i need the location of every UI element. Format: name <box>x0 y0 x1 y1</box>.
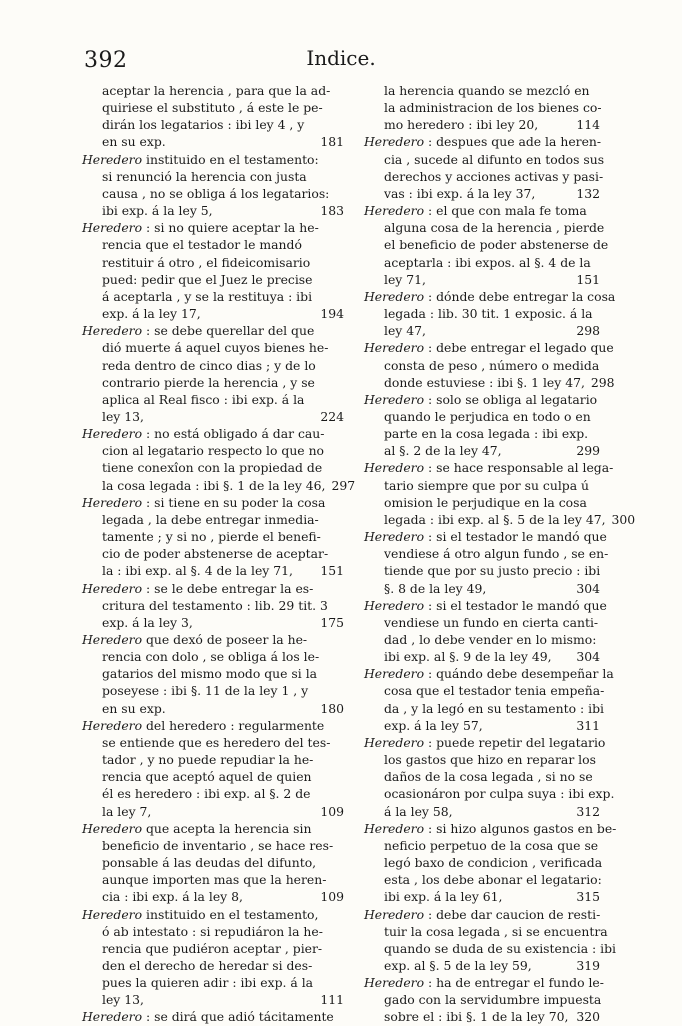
entry-page-ref: 312 <box>576 803 600 819</box>
entry-line <box>82 940 344 957</box>
entry-text: tador , y no puede repudiar la he- <box>102 752 314 768</box>
entry-text: : debe dar caucion de resti- <box>428 906 601 922</box>
entry-text: del heredero : regularmente <box>146 717 325 733</box>
entry-page-ref: 315 <box>576 889 600 905</box>
entry-line <box>82 425 344 442</box>
entry-text: ley 13, <box>102 992 144 1008</box>
entry-text: : el que con mala fe toma <box>428 203 587 219</box>
entry-text: ó ab intestato : si repudiáron la he- <box>102 923 323 939</box>
entry-headword: Heredero <box>364 975 425 991</box>
entry-line <box>82 151 344 168</box>
index-entry <box>364 459 636 528</box>
index-entry <box>364 391 600 460</box>
entry-line <box>82 408 344 425</box>
entry-line <box>82 288 344 305</box>
index-entry <box>364 288 616 339</box>
entry-line <box>82 357 344 374</box>
entry-page-ref: 109 <box>320 889 344 905</box>
entry-line <box>364 648 600 665</box>
entry-text: se entiende que es heredero del tes- <box>102 734 331 750</box>
entry-text: en su exp. <box>102 134 166 150</box>
entry-text: instituido en el testamento: <box>146 151 319 167</box>
entry-line <box>364 768 600 785</box>
entry-line <box>364 82 600 99</box>
entry-text: legada : lib. 30 tit. 1 exposic. á la <box>384 306 593 322</box>
entry-line <box>364 700 604 717</box>
entry-text: : dónde debe entregar la cosa <box>428 288 616 304</box>
entry-headword: Heredero <box>82 1009 143 1025</box>
entry-headword: Heredero <box>364 666 425 682</box>
entry-text: contrario pierde la herencia , y se <box>102 374 315 390</box>
entry-line <box>364 168 604 185</box>
entry-line <box>364 425 600 442</box>
entry-text: : debe entregar el legado que <box>428 340 614 356</box>
entry-headword: Heredero <box>82 220 143 236</box>
entry-text: tiende que por su justo precio : ibi <box>384 563 601 579</box>
entry-line <box>82 751 344 768</box>
entry-text: alguna cosa de la herencia , pierde <box>384 220 605 236</box>
index-entry <box>364 974 604 1025</box>
entry-line <box>82 974 344 991</box>
entry-text: omision le perjudique en la cosa <box>384 494 587 510</box>
entry-text: exp. á la ley 3, <box>102 614 193 630</box>
entry-text: sobre el : ibi §. 1 de la ley 70, <box>384 1009 569 1025</box>
entry-line <box>364 271 600 288</box>
index-entry <box>364 820 617 906</box>
entry-headword: Heredero <box>364 529 425 545</box>
entry-text: : si el testador le mandó que <box>428 529 607 545</box>
entry-text: beneficio de inventario , se hace res- <box>102 837 334 853</box>
entry-line <box>82 477 356 494</box>
entry-text: instituido en el testamento, <box>146 906 319 922</box>
entry-text: cia : ibi exp. á la ley 8, <box>102 889 243 905</box>
entry-page-ref: 151 <box>576 271 600 287</box>
entry-line <box>364 511 636 528</box>
entry-line <box>82 185 344 202</box>
entry-line <box>364 562 600 579</box>
entry-line <box>82 305 344 322</box>
entry-line <box>82 871 344 888</box>
entry-page-ref: 319 <box>576 957 600 973</box>
entry-text: gado con la servidumbre impuesta <box>384 992 602 1008</box>
entry-headword: Heredero <box>82 820 143 836</box>
entry-line <box>82 545 344 562</box>
entry-headword: Heredero <box>364 134 425 150</box>
entry-text: den el derecho de heredar si des- <box>102 957 313 973</box>
entry-text: cio de poder abstenerse de aceptar- <box>102 546 329 562</box>
entry-text: el beneficio de poder abstenerse de <box>384 237 609 253</box>
entry-text: dad , lo debe vender en lo mismo: <box>384 632 597 647</box>
entry-text: critura del testamento : lib. 29 tit. 3 <box>102 597 328 613</box>
entry-text: da , y la legó en su testamento : ibi <box>384 700 604 716</box>
index-entry <box>364 82 600 133</box>
entry-text: quiriese el substituto , á este le pe- <box>102 100 323 116</box>
entry-line <box>82 580 344 597</box>
entry-line <box>82 236 344 253</box>
entry-page-ref: 300 <box>611 511 636 527</box>
entry-page-ref: 298 <box>590 374 615 390</box>
entry-line <box>82 785 344 802</box>
entry-text: : se debe querellar del que <box>146 323 315 339</box>
entry-line <box>364 254 600 271</box>
entry-line <box>82 888 344 905</box>
entry-text: vas : ibi exp. á la ley 37, <box>384 185 536 201</box>
entry-line <box>364 888 600 905</box>
entry-headword: Heredero <box>364 203 425 219</box>
entry-text: parte en la cosa legada : ibi exp. <box>384 426 589 442</box>
entry-line <box>364 906 600 923</box>
entry-text: legada : ibi exp. al §. 5 de la ley 47, <box>384 511 606 527</box>
index-entry <box>364 528 609 597</box>
entry-headword: Heredero <box>82 717 143 733</box>
entry-line <box>82 682 344 699</box>
entry-line <box>82 803 344 820</box>
entry-text: restituir á otro , el fideicomisario <box>102 254 311 270</box>
entry-line <box>82 734 344 751</box>
entry-line <box>82 768 344 785</box>
entry-line <box>364 871 600 888</box>
entry-line <box>82 820 344 837</box>
entry-line <box>364 665 614 682</box>
index-entry <box>82 906 344 1009</box>
entry-text: consta de peso , número o medida <box>384 357 600 373</box>
entry-line <box>364 116 600 133</box>
running-head-title: Indice. <box>306 46 376 70</box>
entry-text: aunque importen mas que la heren- <box>102 872 327 888</box>
entry-line <box>82 597 344 614</box>
entry-text: ocasionáron por culpa suya : ibi exp. <box>384 786 615 802</box>
entry-text: ibi exp. á la ley 61, <box>384 889 503 905</box>
entry-line <box>82 528 344 545</box>
entry-text: rencia que aceptó aquel de quien <box>102 769 312 785</box>
entry-text: aceptarla : ibi expos. al §. 4 de la <box>384 254 591 270</box>
entry-page-ref: 132 <box>576 185 600 201</box>
entry-line <box>82 494 344 511</box>
entry-page-ref: 151 <box>320 563 344 579</box>
index-column-right <box>364 82 636 1026</box>
index-entry <box>364 734 615 820</box>
entry-line <box>364 974 604 991</box>
entry-headword: Heredero <box>364 391 425 407</box>
entry-text: : se hace responsable al lega- <box>428 460 614 476</box>
entry-page-ref: 297 <box>331 477 356 493</box>
entry-page-ref: 194 <box>320 306 344 322</box>
entry-line <box>364 459 614 476</box>
entry-line <box>364 957 600 974</box>
entry-headword: Heredero <box>364 906 425 922</box>
entry-line <box>364 785 615 802</box>
page-number: 392 <box>84 48 128 73</box>
entry-text: exp. á la ley 17, <box>102 306 201 322</box>
entry-page-ref: 180 <box>320 700 344 716</box>
entry-line <box>82 665 344 682</box>
entry-text: legada , la debe entregar inmedia- <box>102 511 319 527</box>
entry-text: la ley 7, <box>102 803 152 819</box>
entry-text: la administracion de los bienes co- <box>384 100 602 116</box>
entry-line <box>364 391 600 408</box>
entry-line <box>364 305 600 322</box>
entry-text: pued: pedir que el Juez le precise <box>102 271 313 287</box>
index-entry <box>82 425 356 494</box>
entry-page-ref: 111 <box>320 992 344 1008</box>
index-entry <box>364 906 617 975</box>
entry-line <box>364 682 605 699</box>
index-entry <box>82 717 344 820</box>
entry-headword: Heredero <box>364 597 425 613</box>
index-entry <box>82 151 344 220</box>
index-entry <box>364 597 607 666</box>
entry-headword: Heredero <box>82 323 143 339</box>
entry-page-ref: 299 <box>576 443 600 459</box>
entry-line <box>82 459 344 476</box>
entry-page-ref: 109 <box>320 803 344 819</box>
index-entry <box>82 82 344 151</box>
entry-line <box>364 442 600 459</box>
entry-line <box>364 477 600 494</box>
entry-text: mo heredero : ibi ley 20, <box>384 117 539 133</box>
entry-text: rencia que pudiéron aceptar , pier- <box>102 940 323 956</box>
entry-page-ref: 181 <box>320 134 344 150</box>
entry-line <box>364 151 605 168</box>
entry-page-ref: 320 <box>576 1009 600 1025</box>
entry-text: reda dentro de cinco dias ; y de lo <box>102 357 316 373</box>
entry-line <box>82 854 344 871</box>
entry-line <box>364 803 600 820</box>
entry-text: él es heredero : ibi exp. al §. 2 de <box>102 786 311 802</box>
entry-text: : solo se obliga al legatario <box>428 391 598 407</box>
entry-line <box>82 906 344 923</box>
entry-line <box>82 82 344 99</box>
entry-text: la herencia quando se mezcló en <box>384 83 590 98</box>
entry-line <box>82 957 344 974</box>
entry-text: causa , no se obliga á los legatarios: <box>102 185 330 201</box>
entry-line <box>82 271 344 288</box>
index-entry <box>82 219 344 322</box>
entry-line <box>82 374 344 391</box>
entry-page-ref: 304 <box>576 580 600 596</box>
entry-text: en su exp. <box>102 700 166 716</box>
entry-text: daños de la cosa legada , si no se <box>384 769 593 785</box>
entry-page-ref: 183 <box>320 203 344 219</box>
entry-text: : ha de entregar el fundo le- <box>428 975 604 991</box>
entry-headword: Heredero <box>364 288 425 304</box>
entry-line <box>82 1008 344 1025</box>
entry-text: quando le perjudica en todo o en <box>384 408 591 424</box>
entry-page-ref: 304 <box>576 649 600 665</box>
entry-line <box>364 185 600 202</box>
index-entry <box>82 322 344 425</box>
entry-headword: Heredero <box>82 580 143 596</box>
entry-line <box>364 854 603 871</box>
index-entry <box>82 494 344 580</box>
entry-headword: Heredero <box>82 151 143 167</box>
entry-text: legó baxo de condicion , verificada <box>384 855 603 871</box>
entry-line <box>364 923 608 940</box>
entry-text: que dexó de poseer la he- <box>146 632 308 647</box>
index-column-left <box>82 82 356 1026</box>
entry-line <box>82 511 344 528</box>
entry-page-ref: 175 <box>320 614 344 630</box>
entry-text: á la ley 58, <box>384 803 453 819</box>
entry-text: ibi exp. al §. 9 de la ley 49, <box>384 649 552 665</box>
entry-line <box>364 1008 600 1025</box>
entry-text: : se dirá que adió tácitamente <box>146 1009 334 1025</box>
entry-line <box>364 837 600 854</box>
entry-line <box>82 648 344 665</box>
entry-line <box>82 168 344 185</box>
entry-line <box>82 391 344 408</box>
entry-text: la : ibi exp. al §. 4 de la ley 71, <box>102 563 293 579</box>
entry-page-ref: 298 <box>576 323 600 339</box>
entry-line <box>364 357 600 374</box>
entry-line <box>364 717 600 734</box>
entry-text: tuir la cosa legada , si se encuentra <box>384 923 608 939</box>
entry-text: ponsable á las deudas del difunto, <box>102 855 317 871</box>
index-entry <box>364 202 609 288</box>
index-entry <box>82 820 344 906</box>
entry-text: neficio perpetuo de la cosa que se <box>384 837 599 853</box>
entry-text: vendiese á otro algun fundo , se en- <box>384 546 609 562</box>
entry-line <box>364 528 607 545</box>
entry-text: tamente ; y si no , pierde el benefi- <box>102 529 321 545</box>
entry-line <box>82 322 344 339</box>
entry-line <box>82 991 344 1008</box>
entry-line <box>364 236 609 253</box>
entry-headword: Heredero <box>364 734 425 750</box>
entry-text: esta , los debe abonar el legatario: <box>384 872 602 888</box>
entry-text: si renunció la herencia con justa <box>102 168 307 184</box>
entry-text: la cosa legada : ibi §. 1 de la ley 46, <box>102 477 326 493</box>
entry-text: exp. á la ley 57, <box>384 717 483 733</box>
entry-line <box>364 580 600 597</box>
entry-text: cia , sucede al difunto en todos sus <box>384 151 605 167</box>
index-entry <box>82 631 344 717</box>
entry-line <box>82 631 344 648</box>
entry-text: ibi exp. á la ley 5, <box>102 203 213 219</box>
entry-line <box>364 751 600 768</box>
index-entry <box>364 665 614 734</box>
entry-line <box>82 219 344 236</box>
entry-text: §. 8 de la ley 49, <box>384 580 487 596</box>
entry-line <box>364 288 616 305</box>
entry-line <box>82 923 344 940</box>
entry-line <box>364 219 605 236</box>
index-entry <box>364 339 615 390</box>
entry-line <box>82 700 344 717</box>
entry-text: : puede repetir del legatario <box>428 734 606 750</box>
entry-text: que acepta la herencia sin <box>146 820 312 836</box>
entry-text: : si tiene en su poder la cosa <box>146 494 326 510</box>
entry-text: aplica al Real fisco : ibi exp. á la <box>102 391 305 407</box>
entry-line <box>82 133 344 150</box>
entry-text: : no está obligado á dar cau- <box>146 426 325 442</box>
entry-text: vendiese un fundo en cierta canti- <box>384 614 599 630</box>
entry-line <box>82 339 344 356</box>
entry-line <box>364 940 617 957</box>
entry-line <box>364 545 609 562</box>
entry-text: aceptar la herencia , para que la ad- <box>102 83 331 98</box>
entry-text: donde estuviese : ibi §. 1 ley 47, <box>384 374 585 390</box>
entry-headword: Heredero <box>82 632 143 647</box>
entry-text: ley 13, <box>102 408 144 424</box>
entry-text: al §. 2 de la ley 47, <box>384 443 502 459</box>
entry-text: cosa que el testador tenia empeña- <box>384 683 605 699</box>
entry-line <box>82 99 344 116</box>
entry-line <box>364 820 617 837</box>
entry-text: quando se duda de su existencia : ibi <box>384 940 617 956</box>
entry-line <box>82 614 344 631</box>
entry-line <box>82 562 344 579</box>
entry-line <box>82 202 344 219</box>
entry-text: gatarios del mismo modo que si la <box>102 666 318 682</box>
entry-line <box>364 631 600 648</box>
entry-line <box>364 322 600 339</box>
entry-headword: Heredero <box>82 906 143 922</box>
entry-headword: Heredero <box>82 426 143 442</box>
entry-line <box>82 254 344 271</box>
entry-headword: Heredero <box>364 460 425 476</box>
entry-text: tiene conexîon con la propiedad de <box>102 460 323 476</box>
entry-headword: Heredero <box>82 494 143 510</box>
entry-text: rencia que el testador le mandó <box>102 237 302 253</box>
entry-text: : si no quiere aceptar la he- <box>146 220 319 236</box>
entry-page-ref: 224 <box>320 408 344 424</box>
entry-line <box>364 202 600 219</box>
entry-text: tario siempre que por su culpa ú <box>384 477 590 493</box>
entry-line <box>364 494 600 511</box>
entry-line <box>82 116 344 133</box>
entry-text: dirán los legatarios : ibi ley 4 , y <box>102 117 305 133</box>
index-entry <box>364 133 605 202</box>
entry-page-ref: 311 <box>576 717 600 733</box>
entry-headword: Heredero <box>364 820 425 836</box>
entry-text: : si hizo algunos gastos en be- <box>428 820 617 836</box>
entry-text: los gastos que hizo en reparar los <box>384 752 596 768</box>
entry-text: poseyese : ibi §. 11 de la ley 1 , y <box>102 683 309 699</box>
entry-line <box>364 991 600 1008</box>
entry-text: pues la quieren adir : ibi exp. á la <box>102 975 314 991</box>
entry-line <box>364 133 600 150</box>
index-entry <box>82 580 344 631</box>
entry-line <box>364 614 600 631</box>
entry-line <box>364 597 607 614</box>
entry-text: á aceptarla , y se la restituya : ibi <box>102 288 313 304</box>
entry-text: : despues que ade la heren- <box>428 134 602 150</box>
entry-line <box>364 734 606 751</box>
entry-text: : si el testador le mandó que <box>428 597 607 613</box>
entry-text: rencia con dolo , se obliga á los le- <box>102 649 320 665</box>
entry-page-ref: 114 <box>576 117 600 133</box>
entry-text: cion al legatario respecto lo que no <box>102 443 325 459</box>
entry-text: exp. al §. 5 de la ley 59, <box>384 957 532 973</box>
entry-line <box>364 339 614 356</box>
entry-line <box>82 442 344 459</box>
entry-line <box>364 374 615 391</box>
entry-line <box>364 408 600 425</box>
entry-line <box>82 717 344 734</box>
entry-headword: Heredero <box>364 340 425 356</box>
entry-text: dió muerte á aquel cuyos bienes he- <box>102 340 329 356</box>
entry-text: : se le debe entregar la es- <box>146 580 314 596</box>
entry-text: ley 71, <box>384 271 426 287</box>
entry-line <box>82 837 344 854</box>
index-entry <box>82 1008 344 1025</box>
entry-text: : quándo debe desempeñar la <box>428 666 614 682</box>
entry-text: derechos y acciones activas y pasi- <box>384 168 604 184</box>
entry-text: ley 47, <box>384 323 426 339</box>
entry-line <box>364 99 600 116</box>
